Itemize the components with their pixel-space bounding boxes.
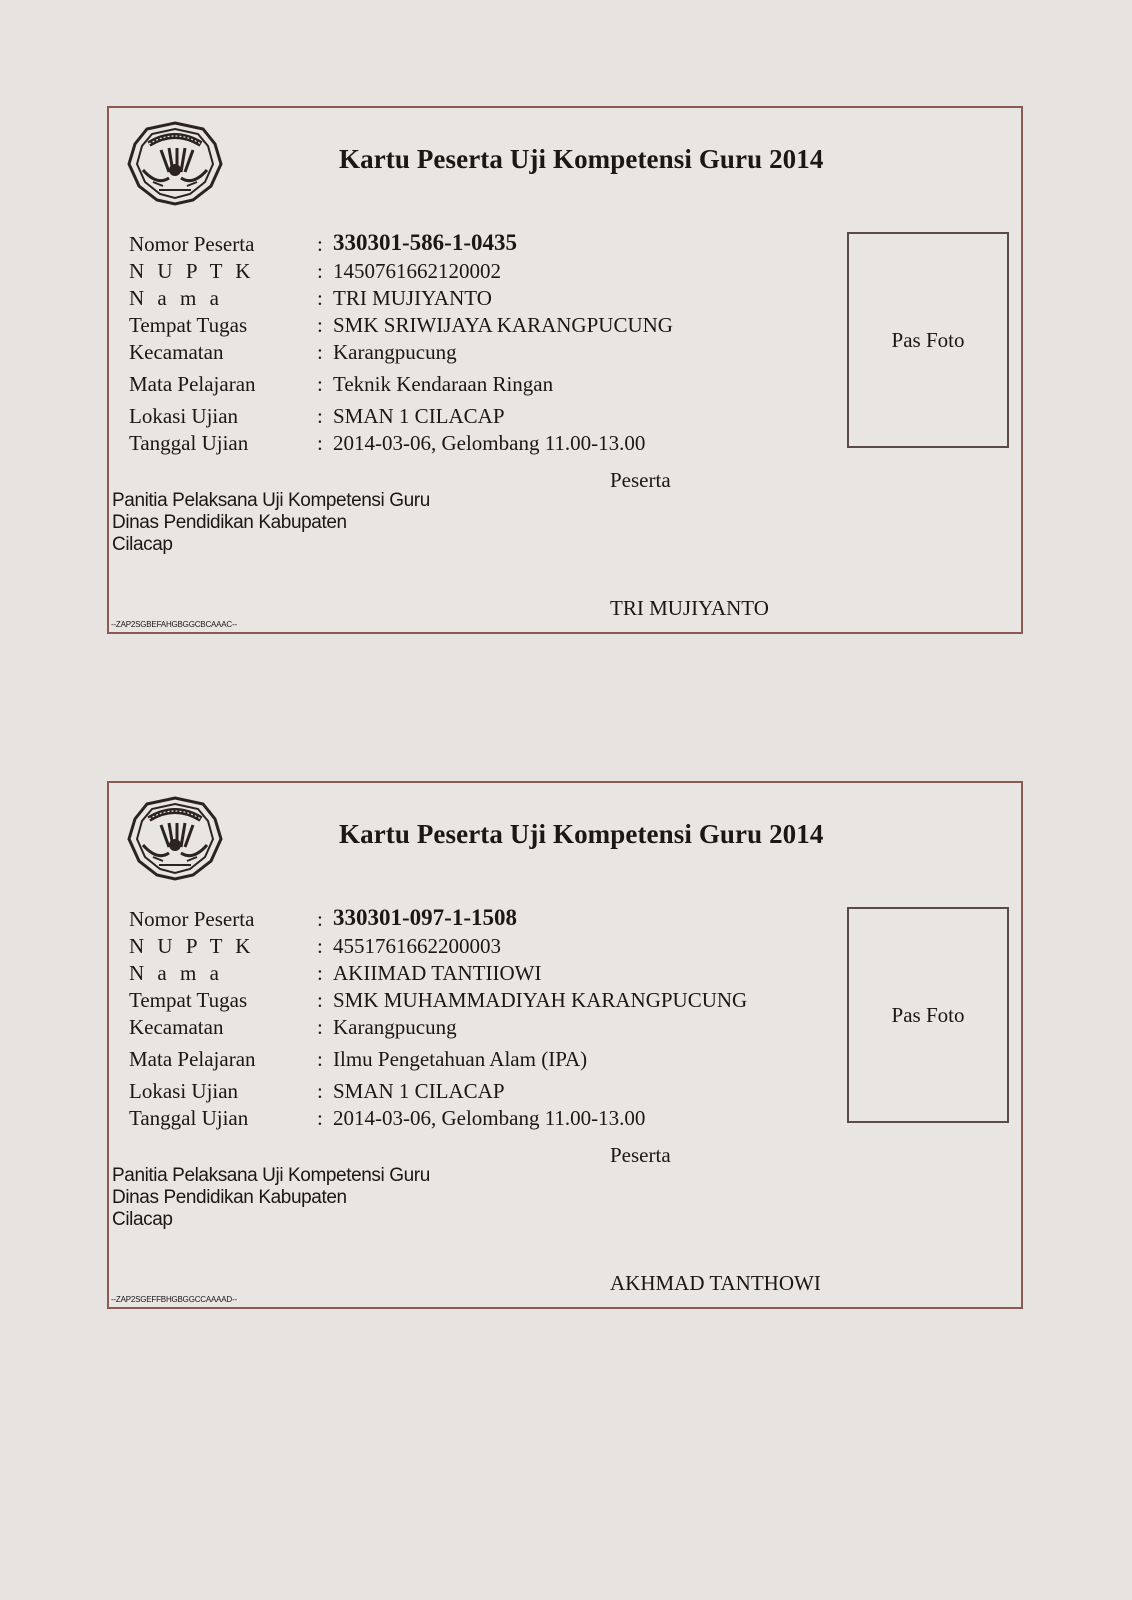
photo-placeholder xyxy=(847,907,1009,1123)
field-label: Tanggal Ujian xyxy=(129,431,249,455)
field-label: Nomor Peserta xyxy=(129,907,255,931)
field-value: 1450761662120002 xyxy=(333,259,501,283)
tut-wuri-handayani-emblem-icon xyxy=(123,120,227,206)
photo-placeholder xyxy=(847,232,1009,448)
field-value: Teknik Kendaraan Ringan xyxy=(333,372,554,396)
committee-line: Panitia Pelaksana Uji Kompetensi Guru xyxy=(112,490,430,511)
field-label: N a m a xyxy=(129,961,223,985)
committee-line: Cilacap xyxy=(112,1209,173,1230)
field-label: Mata Pelajaran xyxy=(129,372,256,396)
committee-block xyxy=(112,490,430,556)
committee-line: Panitia Pelaksana Uji Kompetensi Guru xyxy=(112,1165,430,1186)
participant-card-2 xyxy=(107,781,1023,1309)
field-label: N U P T K xyxy=(129,259,255,283)
field-colon: : xyxy=(317,1047,323,1071)
field-colon: : xyxy=(317,1015,323,1039)
field-value: AKIIMAD TANTIIOWI xyxy=(333,961,542,985)
field-colon: : xyxy=(317,340,323,364)
field-colon: : xyxy=(317,907,323,931)
field-value: SMAN 1 CILACAP xyxy=(333,1079,505,1103)
committee-line: Cilacap xyxy=(112,534,173,555)
field-value: SMAN 1 CILACAP xyxy=(333,404,505,428)
photo-label: Pas Foto xyxy=(891,1002,965,1027)
photo-label: Pas Foto xyxy=(891,327,965,352)
verification-code: --ZAP2SGEFFBHGBGGCCAAAAD-- xyxy=(111,1295,237,1304)
field-label: Mata Pelajaran xyxy=(129,1047,256,1071)
signer-name: AKHMAD TANTHOWI xyxy=(610,1271,821,1295)
committee-line: Dinas Pendidikan Kabupaten xyxy=(112,1187,347,1208)
participant-signature-label: Peserta xyxy=(610,468,671,492)
field-label: Lokasi Ujian xyxy=(129,404,239,428)
field-value: 2014-03-06, Gelombang 11.00-13.00 xyxy=(333,1106,646,1130)
field-value: Karangpucung xyxy=(333,1015,457,1039)
tut-wuri-handayani-emblem-icon xyxy=(123,795,227,881)
field-colon: : xyxy=(317,372,323,396)
field-colon: : xyxy=(317,1079,323,1103)
field-label: Tanggal Ujian xyxy=(129,1106,249,1130)
field-value: 2014-03-06, Gelombang 11.00-13.00 xyxy=(333,431,646,455)
field-label: Lokasi Ujian xyxy=(129,1079,239,1103)
card-title: Kartu Peserta Uji Kompetensi Guru 2014 xyxy=(339,144,824,174)
field-label: Tempat Tugas xyxy=(129,988,248,1012)
field-value: TRI MUJIYANTO xyxy=(333,286,492,310)
field-value: 330301-097-1-1508 xyxy=(333,905,517,930)
field-label: N a m a xyxy=(129,286,223,310)
card-title: Kartu Peserta Uji Kompetensi Guru 2014 xyxy=(339,819,824,849)
field-colon: : xyxy=(317,232,323,256)
participant-card-1 xyxy=(107,106,1023,634)
field-label: Kecamatan xyxy=(129,340,224,364)
field-label: Kecamatan xyxy=(129,1015,224,1039)
field-colon: : xyxy=(317,259,323,283)
field-value: 4551761662200003 xyxy=(333,934,501,958)
signer-name: TRI MUJIYANTO xyxy=(610,596,769,620)
field-colon: : xyxy=(317,404,323,428)
field-colon: : xyxy=(317,1106,323,1130)
field-value: Ilmu Pengetahuan Alam (IPA) xyxy=(333,1047,588,1071)
field-value: 330301-586-1-0435 xyxy=(333,230,517,255)
field-colon: : xyxy=(317,961,323,985)
verification-code: --ZAP2SGBEFAHGBGGCBCAAAC-- xyxy=(111,620,237,629)
field-colon: : xyxy=(317,988,323,1012)
field-colon: : xyxy=(317,313,323,337)
field-value: SMK MUHAMMADIYAH KARANGPUCUNG xyxy=(333,988,748,1012)
field-colon: : xyxy=(317,934,323,958)
field-value: SMK SRIWIJAYA KARANGPUCUNG xyxy=(333,313,673,337)
committee-block xyxy=(112,1165,430,1231)
field-label: Tempat Tugas xyxy=(129,313,248,337)
field-label: N U P T K xyxy=(129,934,255,958)
field-value: Karangpucung xyxy=(333,340,457,364)
field-colon: : xyxy=(317,431,323,455)
committee-line: Dinas Pendidikan Kabupaten xyxy=(112,512,347,533)
field-label: Nomor Peserta xyxy=(129,232,255,256)
participant-signature-label: Peserta xyxy=(610,1143,671,1167)
field-colon: : xyxy=(317,286,323,310)
